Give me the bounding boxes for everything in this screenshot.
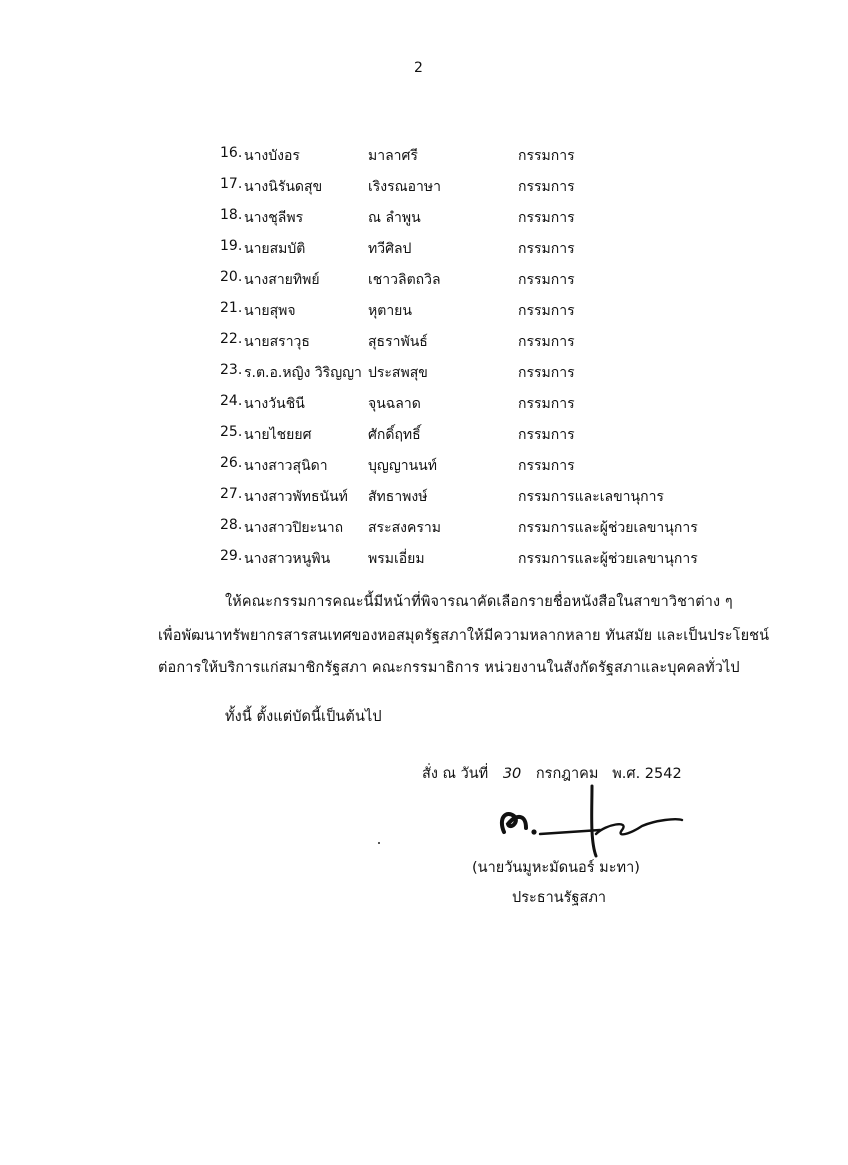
member-last-name: สัทธาพงษ์ xyxy=(368,489,428,505)
member-number: 26. xyxy=(220,455,243,471)
member-first-name: นางสาวสุนิดา xyxy=(244,458,328,474)
member-number: 18. xyxy=(220,207,243,223)
scan-speck xyxy=(378,842,380,844)
member-row xyxy=(0,517,848,539)
member-last-name: พรมเอี่ยม xyxy=(368,551,425,567)
member-row xyxy=(0,176,848,198)
member-row xyxy=(0,207,848,229)
member-last-name: ณ ลำพูน xyxy=(368,210,421,226)
signer-name: (นายวันมูหะมัดนอร์ มะทา) xyxy=(472,860,640,876)
member-number: 22. xyxy=(220,331,243,347)
member-row xyxy=(0,548,848,570)
order-year: พ.ศ. 2542 xyxy=(612,766,682,782)
member-number: 16. xyxy=(220,145,243,161)
member-role: กรรมการและผู้ช่วยเลขานุการ xyxy=(518,520,698,536)
order-month: กรกฎาคม xyxy=(535,766,599,782)
member-row xyxy=(0,300,848,322)
member-row xyxy=(0,362,848,384)
member-first-name: นายสราวุธ xyxy=(244,334,310,350)
member-role: กรรมการ xyxy=(518,334,575,350)
member-last-name: สระสงคราม xyxy=(368,520,441,536)
member-row xyxy=(0,238,848,260)
member-role: กรรมการ xyxy=(518,210,575,226)
member-last-name: ทวีศิลป xyxy=(368,241,412,257)
member-row xyxy=(0,269,848,291)
member-first-name: นางสาวพัทธนันท์ xyxy=(244,489,348,505)
member-number: 19. xyxy=(220,238,243,254)
paragraph-line-2: เพื่อพัฒนาทรัพยากรสารสนเทศของหอสมุดรัฐสภาให้มีความหลากหลาย ทันสมัย และเป็นประโยชน์ xyxy=(158,628,770,644)
member-number: 29. xyxy=(220,548,243,564)
handwritten-signature xyxy=(480,780,700,860)
member-role: กรรมการ xyxy=(518,396,575,412)
member-last-name: เชาวลิตถวิล xyxy=(368,272,441,288)
member-role: กรรมการ xyxy=(518,303,575,319)
member-first-name: นางชุลีพร xyxy=(244,210,304,226)
member-first-name: นางบังอร xyxy=(244,148,300,164)
member-last-name: จุนฉลาด xyxy=(368,396,421,412)
member-row xyxy=(0,331,848,353)
member-row xyxy=(0,455,848,477)
member-role: กรรมการและเลขานุการ xyxy=(518,489,664,505)
member-number: 17. xyxy=(220,176,243,192)
member-first-name: นางสายทิพย์ xyxy=(244,272,320,288)
page-number: 2 xyxy=(414,60,423,76)
signer-title: ประธานรัฐสภา xyxy=(512,890,607,906)
member-role: กรรมการ xyxy=(518,427,575,443)
member-first-name: นายสุพจ xyxy=(244,303,296,319)
member-number: 24. xyxy=(220,393,243,409)
member-first-name: นางนิรันดสุข xyxy=(244,179,323,195)
member-last-name: ประสพสุข xyxy=(368,365,428,381)
member-last-name: หุตายน xyxy=(368,303,412,319)
member-last-name: ศักดิ์ฤทธิ์ xyxy=(368,427,421,443)
member-first-name: นางสาวปิยะนาถ xyxy=(244,520,344,536)
member-number: 23. xyxy=(220,362,243,378)
member-number: 28. xyxy=(220,517,243,533)
member-first-name: นางวันชินี xyxy=(244,396,305,412)
order-prefix: สั่ง ณ วันที่ xyxy=(422,766,489,782)
member-row xyxy=(0,486,848,508)
member-row xyxy=(0,424,848,446)
member-number: 27. xyxy=(220,486,243,502)
member-first-name: นายสมบัติ xyxy=(244,241,306,257)
member-role: กรรมการ xyxy=(518,458,575,474)
paragraph-line-3: ต่อการให้บริการแก่สมาชิกรัฐสภา คณะกรรมาธิการ หน่วยงานในสังกัดรัฐสภาและบุคคลทั่วไป xyxy=(158,660,740,676)
member-role: กรรมการ xyxy=(518,241,575,257)
member-role: กรรมการ xyxy=(518,272,575,288)
member-last-name: เริงรณอาษา xyxy=(368,179,442,195)
effective-date-statement: ทั้งนี้ ตั้งแต่บัดนี้เป็นต้นไป xyxy=(225,709,382,725)
member-last-name: มาลาศรี xyxy=(368,148,418,164)
member-row xyxy=(0,393,848,415)
order-day: 30 xyxy=(502,766,522,782)
member-first-name: นางสาวหนูพิน xyxy=(244,551,331,567)
paragraph-line-1: ให้คณะกรรมการคณะนี้มีหน้าที่พิจารณาคัดเลือกรายชื่อหนังสือในสาขาวิชาต่าง ๆ xyxy=(225,594,733,610)
member-number: 25. xyxy=(220,424,243,440)
member-number: 20. xyxy=(220,269,243,285)
member-row xyxy=(0,145,848,167)
member-last-name: สุธราพันธ์ xyxy=(368,334,428,350)
member-first-name: นายไชยยศ xyxy=(244,427,312,443)
member-role: กรรมการ xyxy=(518,179,575,195)
member-role: กรรมการ xyxy=(518,148,575,164)
member-last-name: บุญญานนท์ xyxy=(368,458,437,474)
member-number: 21. xyxy=(220,300,243,316)
member-role: กรรมการและผู้ช่วยเลขานุการ xyxy=(518,551,698,567)
member-first-name: ร.ต.อ.หญิง วิริญญา xyxy=(244,365,362,381)
member-role: กรรมการ xyxy=(518,365,575,381)
